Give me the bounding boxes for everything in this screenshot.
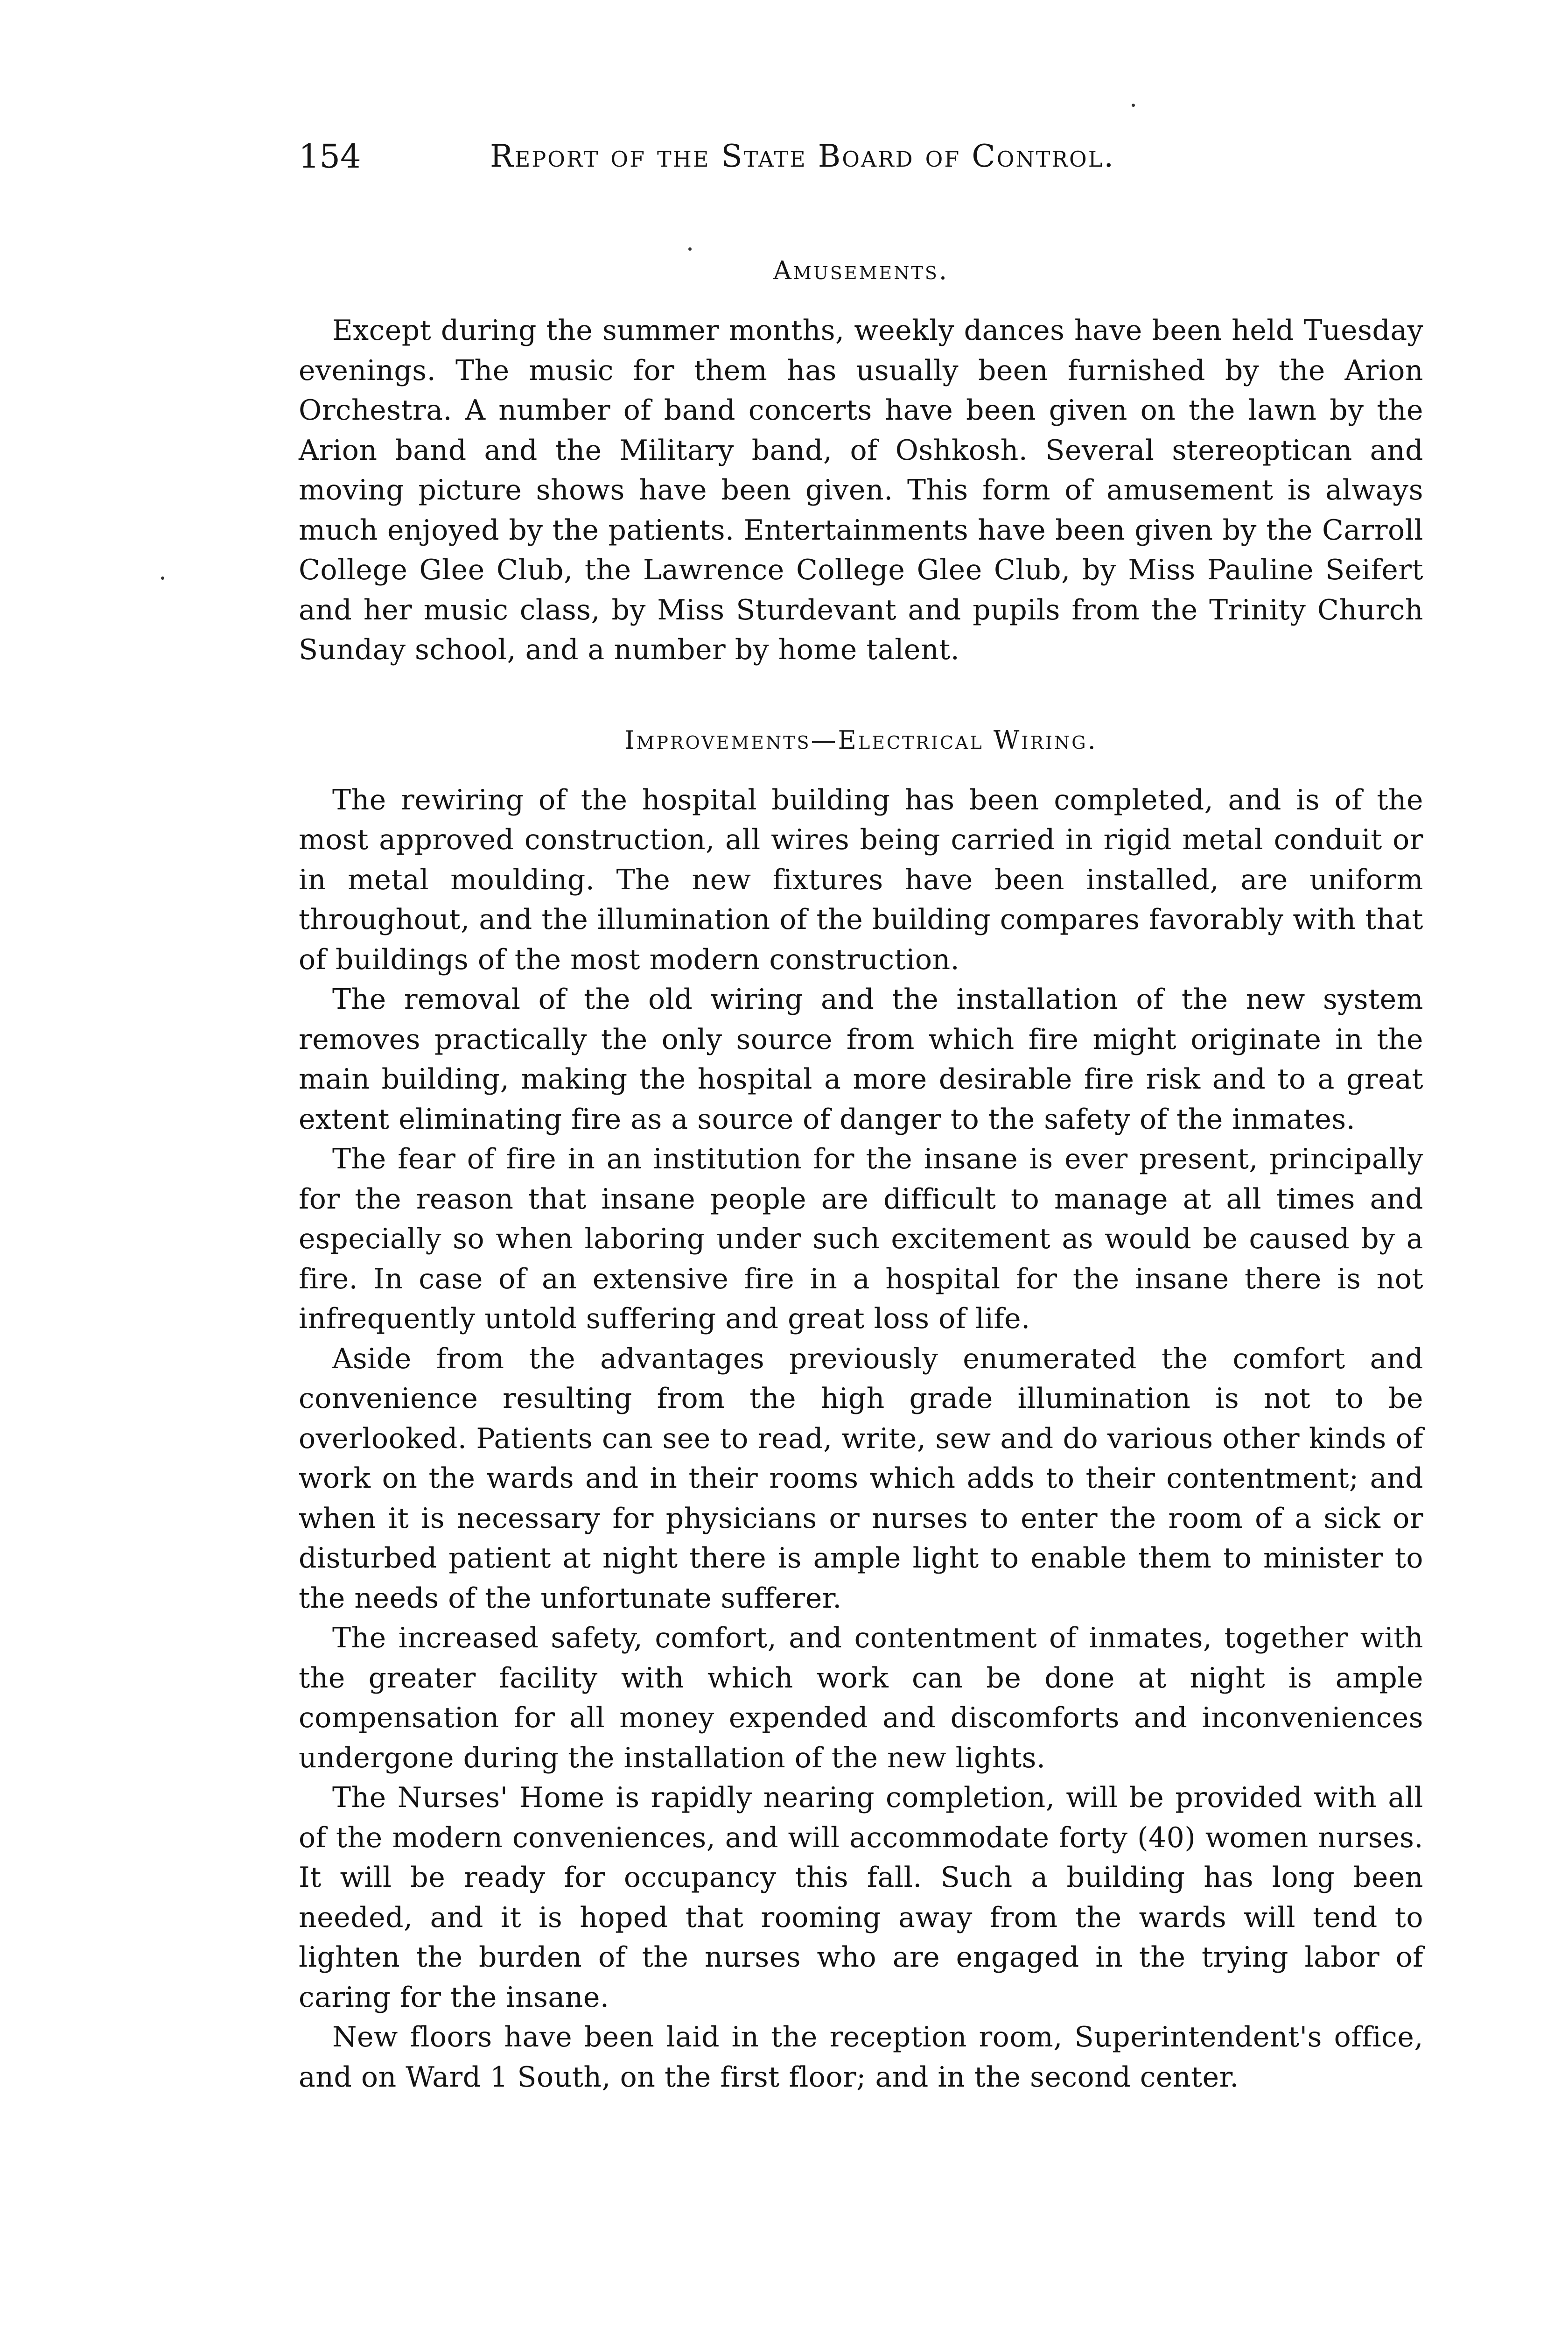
- paragraph-fear-of-fire: The fear of fire in an institution for the insane is ever present, principally for the reason that insane people are difficult to manage at all times and especially so when laboring under such excitement as would be caused by a fire. In case of an extensive fire in a hospital for the insane there is not infrequently untold suffering and great loss of life.: [299, 1143, 1423, 1335]
- paragraph-nurses-home: The Nurses' Home is rapidly nearing completion, will be provided with all of the modern conveniences, and will accommodate forty (40) women nurses. It will be ready for occupancy this fall. Such a building has long been needed, and it is hoped that rooming away from the wards will tend to lighten the burden of the nurses who are engaged in the trying labor of caring for the insane.: [299, 1781, 1423, 2014]
- page-number: 154: [299, 137, 361, 176]
- scan-speck: [161, 576, 164, 580]
- section-heading-improvements: Improvements—Electrical Wiring.: [624, 725, 1098, 755]
- paragraph-compensation: The increased safety, comfort, and contentment of inmates, together with the greater facility with which work can be done at night is ample compensation for all money expended and discomforts and inconveniences undergone during the installation of the new lights.: [299, 1622, 1423, 1774]
- page-header: [299, 117, 1433, 187]
- body-text: [299, 252, 1423, 2097]
- paragraph-illumination-comfort: Aside from the advantages previously enumerated the comfort and convenience resulting from the high grade illumination is not to be overlooked. Patients can see to read, write, sew and do various other kinds of work on the wards and in their rooms which adds to their contentment; and when it is necessary for physicians or nurses to enter the room of a sick or disturbed patient at night there is ample light to enable them to minister to the needs of the unfortunate sufferer.: [299, 1342, 1423, 1615]
- paragraph-rewiring: The rewiring of the hospital building has been completed, and is of the most approved construction, all wires being carried in rigid metal conduit or in metal moulding. The new fixtures have been installed, are uniform throughout, and the illumination of the building compares favorably with that of buildings of the most modern construction.: [299, 783, 1423, 976]
- paragraph-old-wiring-removal: The removal of the old wiring and the installation of the new system removes practically the only source from which fire might originate in the main building, making the hospital a more desirable fire risk and to a great extent eliminating fire as a source of danger to the safety of the inmates.: [299, 983, 1423, 1136]
- paragraph-new-floors: New floors have been laid in the reception room, Superintendent's office, and on Ward 1 South, on the first floor; and in the second center.: [299, 2021, 1423, 2094]
- paragraph-amusements: Except during the summer months, weekly dances have been held Tuesday evenings. The music for them has usually been furnished by the Arion Orchestra. A number of band concerts have been given on the lawn by the Arion band and the Military band, of Oshkosh. Several stereoptican and moving picture shows have been given. This form of amusement is always much enjoyed by the patients. Entertainments have been given by the Carroll College Glee Club, the Lawrence College Glee Club, by Miss Pauline Seifert and her music class, by Miss Sturdevant and pupils from the Trinity Church Sunday school, and a number by home talent.: [299, 314, 1423, 666]
- running-head: Report of the State Board of Control.: [490, 138, 1115, 174]
- scan-speck: [688, 247, 692, 251]
- section-heading-amusements: Amusements.: [773, 256, 949, 285]
- scan-speck: [1132, 104, 1135, 107]
